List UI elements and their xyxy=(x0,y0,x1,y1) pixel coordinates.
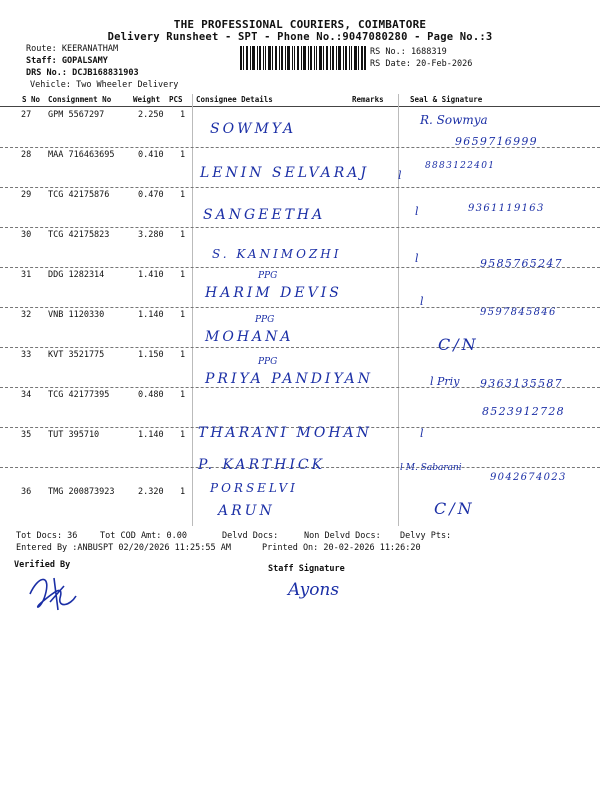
runsheet-subtitle: Delivery Runsheet - SPT - Phone No.:9047080280 - Page No.:3 xyxy=(107,31,493,43)
row-consignee: SOWMYA xyxy=(210,121,297,137)
delivery-points: Delvy Pts: xyxy=(400,531,452,541)
table-row xyxy=(0,187,600,228)
rs-date: RS Date: 20-Feb-2026 xyxy=(370,59,473,69)
table-row xyxy=(0,227,600,268)
col-consignee: Consignee Details xyxy=(196,95,273,104)
row-consignment: MAA 716463695 xyxy=(48,150,115,160)
staff-line xyxy=(26,55,108,67)
row-signature: C/N xyxy=(434,499,475,518)
route-label: Route: xyxy=(26,44,57,54)
row-phone: 9597845846 xyxy=(480,307,557,318)
row-sno: 31 xyxy=(21,270,32,280)
table-row xyxy=(0,427,600,483)
row-weight: 0.480 xyxy=(138,390,164,400)
col-weight: Weight xyxy=(133,95,161,104)
row-pcs: 1 xyxy=(180,150,186,160)
drs-value: DCJB168831903 xyxy=(72,68,139,78)
row-signature: l Priy xyxy=(430,375,460,388)
rs-number: RS No.: 1688319 xyxy=(370,47,447,57)
row-consignee: S. KANIMOZHI xyxy=(212,247,342,261)
row-consignment: TCG 42175876 xyxy=(48,190,110,200)
staff-value: GOPALSAMY xyxy=(61,56,108,66)
row-prefix: PPG xyxy=(258,271,278,281)
row-weight: 2.250 xyxy=(138,110,164,120)
row-weight: 3.280 xyxy=(138,230,164,240)
row-pcs: 1 xyxy=(180,190,186,200)
row-prefix: PPG xyxy=(258,357,278,367)
row-consignee: PRIYA PANDIYAN xyxy=(205,371,373,387)
row-pcs: 1 xyxy=(180,270,186,280)
row-sno: 35 xyxy=(21,430,32,440)
row-prefix: PPG xyxy=(255,315,275,325)
barcode xyxy=(240,46,366,70)
row-weight: 2.320 xyxy=(138,487,164,497)
row-consignment: TMG 200873923 xyxy=(48,487,115,497)
row-consignment: KVT 3521775 xyxy=(48,350,105,360)
row-phone: 9659716999 xyxy=(455,135,538,148)
staff-signature-label: Staff Signature xyxy=(268,564,345,574)
row-weight: 1.150 xyxy=(138,350,164,360)
row-consignment: DDG 1282314 xyxy=(48,270,105,280)
row-sno: 30 xyxy=(21,230,32,240)
table-row xyxy=(0,107,600,148)
row-phone: 9042674023 xyxy=(490,472,567,483)
row-pcs: 1 xyxy=(180,110,186,120)
row-signature: R. Sowmya xyxy=(420,113,488,127)
col-pcs: PCS xyxy=(169,95,183,104)
row-signature: l M. Sabarani xyxy=(400,463,462,473)
row-weight: 1.410 xyxy=(138,270,164,280)
row-pcs: 1 xyxy=(180,310,186,320)
col-consignment: Consignment No xyxy=(48,95,112,104)
row-consignee: MOHANA xyxy=(205,329,294,345)
row-pcs: 1 xyxy=(180,430,186,440)
row-phone: 8523912728 xyxy=(482,405,565,418)
table-row xyxy=(0,467,600,525)
table-row xyxy=(0,347,600,388)
vehicle-line xyxy=(30,79,178,91)
staff-signature: Ayons xyxy=(288,580,340,600)
row-pcs: 1 xyxy=(180,350,186,360)
row-sno: 27 xyxy=(21,110,32,120)
table-row xyxy=(0,147,600,188)
row-sno: 36 xyxy=(21,487,32,497)
row-consignment: TCG 42177395 xyxy=(48,390,110,400)
row-signature: C/N xyxy=(438,335,479,354)
row-consignee: LENIN SELVARAJ xyxy=(200,165,369,181)
table-row xyxy=(0,307,600,354)
delivered-docs: Delvd Docs: xyxy=(222,531,279,541)
row-weight: 0.410 xyxy=(138,150,164,160)
row-consignee: HARIM DEVIS xyxy=(205,285,342,301)
row-phone: 8883122401 xyxy=(425,161,496,171)
row-consignment: TCG 42175823 xyxy=(48,230,110,240)
row-signature: l xyxy=(415,252,419,265)
row-signature: l xyxy=(398,169,402,182)
row-signature: l xyxy=(415,205,419,218)
row-consignee: THARANI MOHAN xyxy=(198,425,372,441)
total-cod: Tot COD Amt: 0.00 xyxy=(100,531,187,541)
staff-label: Staff: xyxy=(26,56,57,66)
row-sno: 33 xyxy=(21,350,32,360)
table-header xyxy=(0,94,600,107)
row-consignee: P. KARTHICK xyxy=(198,457,326,473)
printed-on: Printed On: 20-02-2026 11:26:20 xyxy=(262,543,421,553)
verifier-signature xyxy=(24,566,84,614)
row-consignee: SANGEETHA xyxy=(203,207,326,223)
row-sno: 32 xyxy=(21,310,32,320)
row-signature: l xyxy=(420,427,424,440)
col-sno: S No xyxy=(22,95,41,104)
row-consignment: VNB 1120330 xyxy=(48,310,105,320)
row-consignee: ARUN xyxy=(218,503,275,519)
company-title: THE PROFESSIONAL COURIERS, COIMBATORE xyxy=(173,18,427,31)
row-sno: 29 xyxy=(21,190,32,200)
col-remarks: Remarks xyxy=(352,95,384,104)
row-pcs: 1 xyxy=(180,390,186,400)
row-pcs: 1 xyxy=(180,487,186,497)
row-weight: 1.140 xyxy=(138,430,164,440)
row-phone: 9361119163 xyxy=(468,203,545,214)
row-weight: 1.140 xyxy=(138,310,164,320)
row-prefix: PORSELVI xyxy=(210,481,298,495)
row-sno: 34 xyxy=(21,390,32,400)
verified-by-label: Verified By xyxy=(14,560,71,570)
vehicle-label: Vehicle: xyxy=(30,80,71,90)
row-consignment: TUT 395710 xyxy=(48,430,100,440)
row-phone: 9363135587 xyxy=(480,377,563,390)
non-delivered-docs: Non Delvd Docs: xyxy=(304,531,381,541)
route-value: KEERANATHAM xyxy=(61,44,119,54)
row-consignment: GPM 5567297 xyxy=(48,110,105,120)
row-signature: l xyxy=(420,295,424,308)
total-docs: Tot Docs: 36 xyxy=(16,531,78,541)
row-pcs: 1 xyxy=(180,230,186,240)
drs-label: DRS No.: xyxy=(26,68,67,78)
row-phone: 9585765247 xyxy=(480,257,563,270)
route-line xyxy=(26,43,118,55)
col-signature: Seal & Signature xyxy=(410,95,483,104)
vehicle-value: Two Wheeler Delivery xyxy=(76,80,179,90)
entered-by: Entered By :ANBUSPT 02/20/2026 11:25:55 AM xyxy=(16,543,231,553)
row-sno: 28 xyxy=(21,150,32,160)
drs-line xyxy=(26,67,139,79)
row-weight: 0.470 xyxy=(138,190,164,200)
